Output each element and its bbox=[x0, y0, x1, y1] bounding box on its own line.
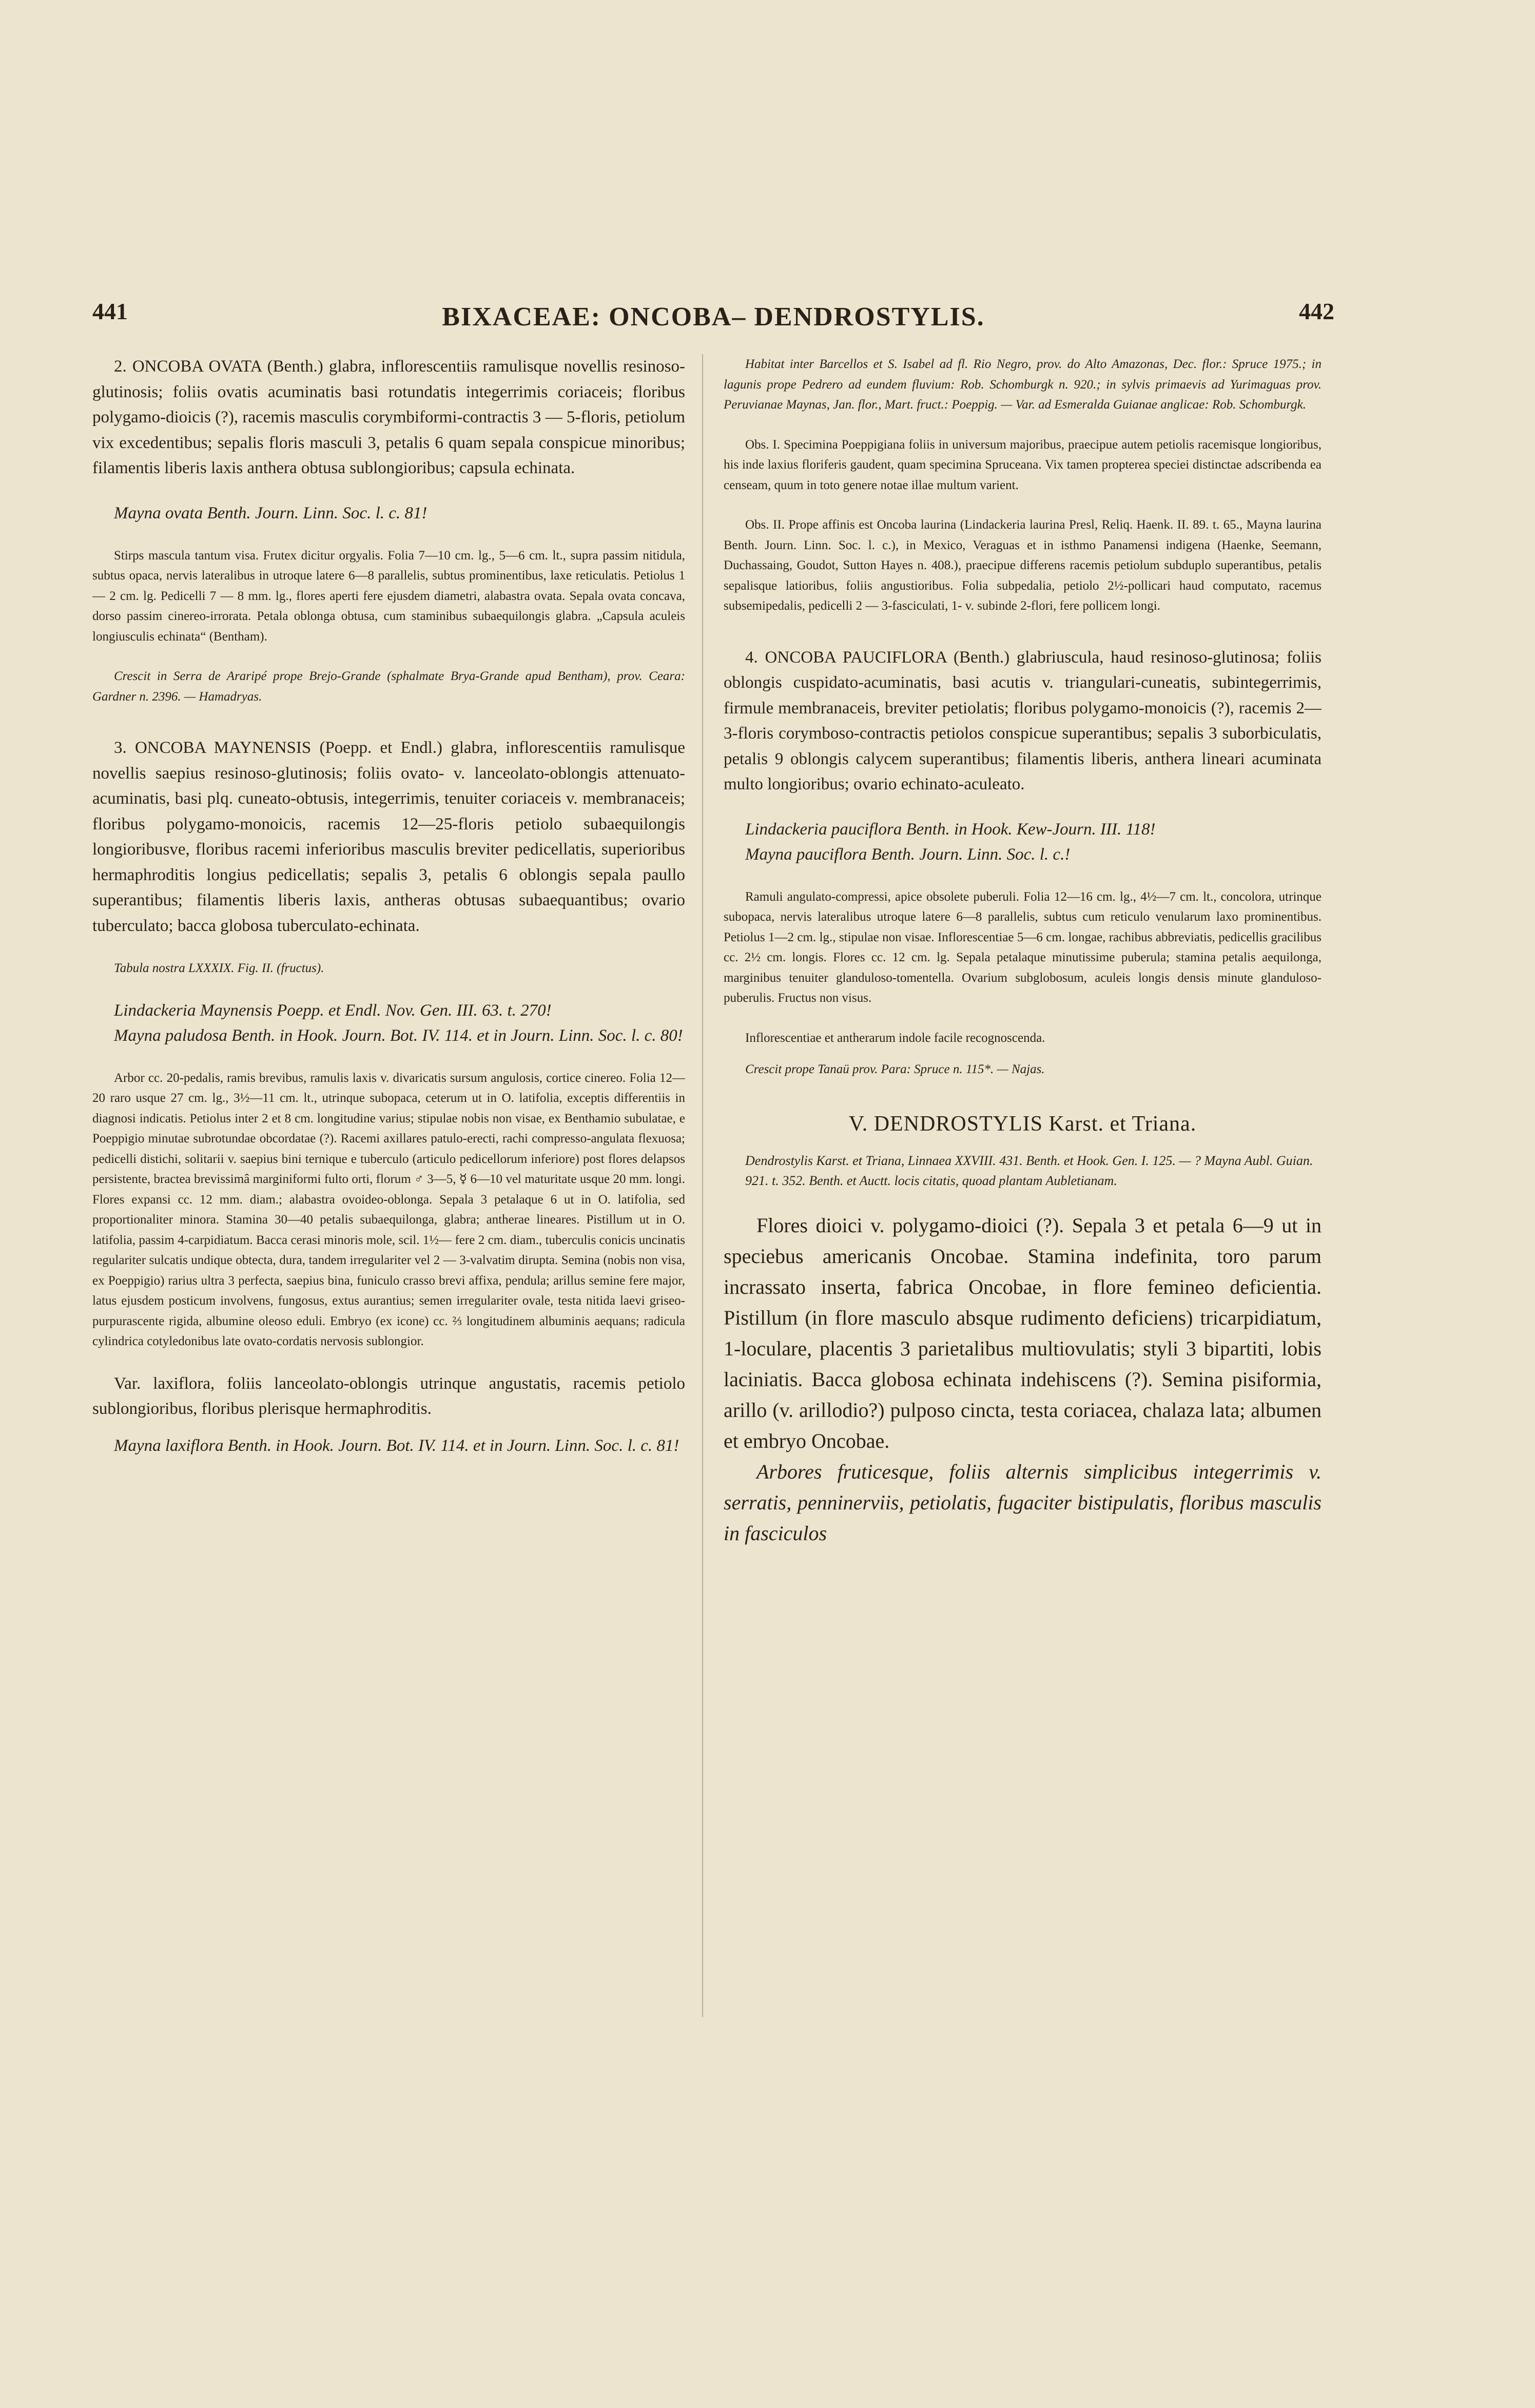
synonym-reference: Lindackeria pauciflora Benth. in Hook. Kew-Journ. III. 118! bbox=[745, 820, 1156, 839]
synonym-reference: Mayna ovata Benth. Journ. Linn. Soc. l. c. 81! bbox=[114, 503, 428, 522]
recognition-note: Inflorescentiae et antherarum indole facile recognoscenda. bbox=[745, 1031, 1045, 1045]
page-header bbox=[92, 298, 1334, 339]
plate-reference: Tabula nostra LXXXIX. Fig. II. (fructus). bbox=[114, 961, 324, 975]
description-detail: Arbor cc. 20-pedalis, ramis brevibus, ramulis laxis v. divaricatis sursum angulosis, cortice cinereo. Folia 12—20 raro usque 27 cm. lg., 3½—11 cm. lt., utrinque subopaca, ceterum ut in O. latifolia, exceptis differentiis in diagnosi indicatis. Petiolus inter 2 et 8 cm. longitudine varius; stipulae nobis non visae, ex Benthamio subulatae, e Poeppigio minutae subrotundae obcordatae (?). Racemi axillares patulo-erecti, rachi compresso-angulata flexuosa; pedicelli distichi, solitarii v. saepius bini ternique e tuberculo (articulo pedicellorum inferiore) post flores delapsos persistente, bractea brevissimâ marginiformi fulto orti, florum ♂ 3—5, ☿ 6—10 vel maturitate usque 20 mm. longi. Flores expansi cc. 12 mm. diam.; alabastra ovoideo-oblonga. Sepala 3 petalaque 6 ut in O. latifolia, sed proportionaliter minora. Stamina 30—40 petalis subaequilonga, glabra; antherae lineares. Pistillum ut in O. latifolia, passim 4-carpidiatum. Bacca cerasi minoris mole, scil. 1½— fere 2 cm. diam., tuberculis conicis uncinatis regulariter sulcatis undique obtecta, dura, tandem irregulariter vel 2 — 3-valvatim dirupta. Semina (nobis non visa, ex Poeppigio) rarius ultra 3 perfecta, saepius bina, funiculo crasso brevi affixa, pendula; arillus semine fere major, latus ejusdem posticum involvens, fungosus, extus aurantius; semen irregulariter ovale, testa nitida laevi griseo-purpurascente rigida, albumine oleoso eduli. Embryo (ex icone) cc. ⅔ longitudinem albuminis aequans; radicula cylindrica cotyledonibus late ovato-cordatis nervosis sublongior. bbox=[92, 1071, 685, 1348]
right-page-number: 442 bbox=[1299, 298, 1334, 324]
column-divider bbox=[702, 354, 703, 2017]
observation-2: Obs. II. Prope affinis est Oncoba laurina (Lindackeria laurina Presl, Reliq. Haenk. II. 89. t. 65., Mayna laurina Benth. Journ. Linn. Soc. l. c.), in Mexico, Veraguas et in isthmo Panamensi indigena (Haenke, Seemann, Duchassaing, Goudot, Sutton Hayes n. 408.), praecipue differens racemis petiolum subduplo superantibus, petalis sepalisque latioribus, foliis angustioribus. Folia subpedalia, petiolo 2½-pollicari haud computato, racemus subsemipedalis, pedicelli 2 — 3-fasciculati, 1- v. subinde 2-flori, fere pollicem longi. bbox=[724, 518, 1322, 613]
left-page-number: 441 bbox=[92, 298, 128, 324]
genus-habit: Arbores fruticesque, foliis alternis simplicibus integerrimis v. serratis, penninerviis, petiolatis, fugaciter bistipulatis, floribus masculis in fasciculos bbox=[724, 1460, 1322, 1545]
genus-description: Flores dioici v. polygamo-dioici (?). Sepala 3 et petala 6—9 ut in speciebus americanis Oncobae. Stamina indefinita, toro parum incrassato inserta, fabrica Oncobae, in flore femineo deficientia. Pistillum (in flore masculo absque rudimento deficiens) tricarpidiatum, 1-loculare, placentis 3 parietalibus multiovulatis; styli 3 bipartiti, lobis laciniatis. Bacca globosa echinata indehiscens (?). Semina pisiformia, arillo (v. arillodio?) pulposo cincta, testa coriacea, chalaza lata; albumen et embryo Oncobae. bbox=[724, 1213, 1322, 1452]
locality-note: Crescit prope Tanaü prov. Para: Spruce n. 115*. — Najas. bbox=[745, 1062, 1045, 1076]
running-title: BIXACEAE: ONCOBA– DENDROSTYLIS. bbox=[442, 302, 985, 332]
genus-heading: V. DENDROSTYLIS Karst. et Triana. bbox=[848, 1112, 1197, 1136]
left-column bbox=[92, 354, 685, 1459]
description-detail: Stirps mascula tantum visa. Frutex dicitur orgyalis. Folia 7—10 cm. lg., 5—6 cm. lt., supra passim nitidula, subtus opaca, nervis lateralibus in utroque latere 6—8 parallelis, subtus prominentibus, laxe reticulatis. Petiolus 1 — 2 cm. lg. Pedicelli 7 — 8 mm. lg., flores aperti fere ejusdem diametri, alabastra ovata. Sepala ovata concava, dorso passim cinereo-irrorata. Petala oblonga obtusa, cum staminibus subaequilongis glabra. „Capsula aculeis longiusculis echinata“ (Bentham). bbox=[92, 548, 685, 644]
species-oncoba-maynensis: 3. ONCOBA MAYNENSIS (Poepp. et Endl.) glabra, inflorescentiis ramulisque novellis saepius resinoso-glutinosis; foliis ovato- v. lanceolato-oblongis attenuato-acuminatis, basi plq. cuneato-obtusis, integerrimis, tenuiter coriaceis v. membranaceis; floribus polygamo-monoicis, racemis 12—25-floris petiolo subaequilongis longioribusve, floribus racemi inferioribus masculis breviter pedicellatis, superioribus hermaphroditis longius pedicellatis; sepalis 3, petalis 6 oblongis sepala paullo superantibus; filamentis liberis laxis, antheras obtusas subaequantibus; ovario tuberculato; bacca globosa tuberculato-echinata. bbox=[92, 739, 685, 935]
variety-laxiflora: Var. laxiflora, foliis lanceolato-oblongis utrinque angustatis, racemis petiolo sublongioribus, floribus plerisque hermaphroditis. bbox=[92, 1374, 685, 1418]
genus-reference: Dendrostylis Karst. et Triana, Linnaea XXVIII. 431. Benth. et Hook. Gen. I. 125. — ? Mayna Aubl. Guian. 921. t. 352. Benth. et Auctt. locis citatis, quoad plantam Aubletianam. bbox=[745, 1153, 1313, 1188]
synonym-reference: Mayna paludosa Benth. in Hook. Journ. Bot. IV. 114. et in Journ. Linn. Soc. l. c. 80! bbox=[114, 1026, 683, 1045]
species-oncoba-pauciflora: 4. ONCOBA PAUCIFLORA (Benth.) glabriuscula, haud resinoso-glutinosa; foliis oblongis cuspidato-acuminatis, basi acutis v. triangulari-cuneatis, subintegerrimis, firmule membranaceis, breviter petiolatis; floribus polygamo-monoicis (?), racemis 2—3-floris corymboso-contractis petiolos conspicue superantibus; sepalis 3 suborbiculatis, petalis 9 oblongis calycem superantibus; filamentis liberis, anthera lineari acuminata multo longioribus; ovario echinato-aculeato. bbox=[724, 648, 1322, 793]
habitat-note: Habitat inter Barcellos et S. Isabel ad fl. Rio Negro, prov. do Alto Amazonas, Dec. flor.: Spruce 1975.; in lagunis prope Pedrero ad eundem fluvium: Rob. Schomburgk n. 920.; in sylvis primaevis ad Yurimaguas prov. Peruvianae Maynas, Jan. flor., Mart. fruct.: Poeppig. — Var. ad Esmeralda Guianae anglicae: Rob. Schomburgk. bbox=[724, 357, 1322, 412]
synonym-reference: Lindackeria Maynensis Poepp. et Endl. Nov. Gen. III. 63. t. 270! bbox=[114, 1001, 552, 1020]
locality-note: Crescit in Serra de Araripé prope Brejo-Grande (sphalmate Brya-Grande apud Bentham), prov. Ceara: Gardner n. 2396. — Hamadryas. bbox=[92, 669, 685, 704]
synonym-reference: Mayna laxiflora Benth. in Hook. Journ. Bot. IV. 114. et in Journ. Linn. Soc. l. c. 81! bbox=[114, 1436, 679, 1455]
synonym-reference: Mayna pauciflora Benth. Journ. Linn. Soc. l. c.! bbox=[745, 845, 1071, 864]
species-oncoba-ovata: 2. ONCOBA OVATA (Benth.) glabra, inflorescentiis ramulisque novellis resinoso-glutinosis; foliis ovatis acuminatis basi rotundatis integerrimis coriaceis; floribus polygamo-dioicis (?), racemis masculis corymbiformi-contractis 3 — 5-floris, petiolum vix excedentibus; sepalis floris masculi 3, petalis 6 quam sepala conspicue minoribus; filamentis liberis laxis anthera obtusa sublongioribus; capsula echinata. bbox=[92, 357, 685, 477]
description-detail: Ramuli angulato-compressi, apice obsolete puberuli. Folia 12—16 cm. lg., 4½—7 cm. lt., concolora, utrinque subopaca, nervis lateralibus utroque latere 6—8 parallelis, subtus cum reticulo venularum laxo prominentibus. Petiolus 1—2 cm. lg., stipulae non visae. Inflorescentiae 5—6 cm. longae, rachibus abbreviatis, pedicellis gracilibus cc. 2½ cm. longis. Flores cc. 12 cm. lg. Sepala petalaque minutissime puberula; stamina petalis aequilonga, marginibus tenuiter glanduloso-tomentella. Ovarium subglobosum, aculeis longis densis minute glanduloso-puberulis. Fructus non visus. bbox=[724, 889, 1322, 1005]
right-column bbox=[724, 354, 1322, 1549]
observation-1: Obs. I. Specimina Poeppigiana foliis in universum majoribus, praecipue autem petiolis racemisque longioribus, his inde laxius floriferis gaudent, quam specimina Spruceana. Vix tamen propterea speciei distinctae adscribenda ea censeam, quum in toto genere notae illae multum varient. bbox=[724, 437, 1322, 492]
